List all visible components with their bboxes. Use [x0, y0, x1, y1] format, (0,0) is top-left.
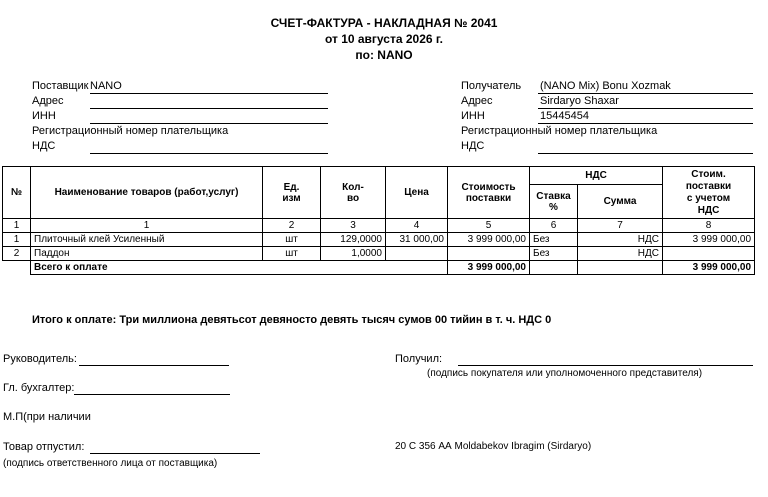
col-number: 4	[386, 219, 448, 233]
released-signature-line	[90, 453, 260, 454]
accountant-signature-line	[74, 394, 230, 395]
col-number: 7	[578, 219, 663, 233]
invoice-title: СЧЕТ-ФАКТУРА - НАКЛАДНАЯ № 2041	[270, 16, 498, 30]
stamp-label: М.П(при наличии	[3, 411, 91, 423]
col-number: 1	[3, 219, 31, 233]
row-total: 3 999 000,00	[663, 233, 755, 247]
row-price: 31 000,00	[386, 233, 448, 247]
accountant-label: Гл. бухгалтер:	[3, 382, 75, 394]
supplier-nds-label: НДС	[32, 140, 56, 152]
table-row	[3, 233, 755, 247]
row-nds-sum: НДС	[578, 247, 663, 261]
column-number-row	[3, 219, 755, 233]
vehicle-info: 20 С 356 АА Moldabekov Ibragim (Sirdaryo)	[395, 441, 592, 452]
row-qty: 129,0000	[321, 233, 386, 247]
supplier-label: Поставщик	[32, 80, 89, 92]
row-num: 1	[3, 233, 31, 247]
total-row-empty	[530, 261, 578, 275]
col-number: 2	[263, 219, 321, 233]
received-label: Получил:	[395, 353, 443, 365]
supplier-nds-line	[90, 153, 328, 154]
total-in-words: Итого к оплате: Три миллиона девятьсот девяносто девять тысяч сумов 00 тийин в т. ч. НДС 0	[32, 314, 552, 326]
col-header-nds-sum: Сумма	[578, 185, 663, 219]
row-cost	[448, 247, 530, 261]
recipient-address-line	[538, 108, 753, 109]
col-number: 3	[321, 219, 386, 233]
recipient-inn-label: ИНН	[461, 110, 485, 122]
recipient-address-label: Адрес	[461, 95, 493, 107]
released-note: (подпись ответственного лица от поставщика)	[3, 458, 218, 469]
recipient-nds-line	[538, 153, 753, 154]
col-number: 5	[448, 219, 530, 233]
row-num: 2	[3, 247, 31, 261]
supplier-reg-label: Регистрационный номер плательщика	[32, 125, 229, 137]
table-row	[3, 247, 755, 261]
row-nds-sum: НДС	[578, 233, 663, 247]
director-signature-line	[79, 365, 229, 366]
col-header-qty: Кол- во	[321, 167, 386, 219]
col-header-price: Цена	[386, 167, 448, 219]
recipient-label: Получатель	[461, 80, 522, 92]
col-header-unit: Ед. изм	[263, 167, 321, 219]
col-header-name: Наименование товаров (работ,услуг)	[31, 167, 263, 219]
row-price	[386, 247, 448, 261]
col-header-num: №	[3, 167, 31, 219]
released-label: Товар отпустил:	[3, 441, 85, 453]
recipient-inn-line	[538, 123, 753, 124]
row-nds-rate: Без	[530, 233, 578, 247]
supplier-address-label: Адрес	[32, 95, 64, 107]
received-signature-line	[458, 365, 753, 366]
recipient-nds-label: НДС	[461, 140, 485, 152]
total-row-spacer	[3, 261, 31, 275]
row-cost: 3 999 000,00	[448, 233, 530, 247]
supplier-value: NANO	[90, 80, 122, 92]
total-row-label: Всего к оплате	[31, 261, 448, 275]
recipient-address-value: Sirdaryo Shaxar	[540, 95, 619, 107]
director-label: Руководитель:	[3, 353, 77, 365]
invoice-date: от 10 августа 2026 г.	[324, 32, 444, 46]
invoice-table	[2, 166, 755, 275]
col-header-total: Стоим. поставки с учетом НДС	[663, 167, 755, 219]
total-row-total: 3 999 000,00	[663, 261, 755, 275]
recipient-value: (NANO Mix) Bonu Xozmak	[540, 80, 671, 92]
row-qty: 1,0000	[321, 247, 386, 261]
row-nds-rate: Без	[530, 247, 578, 261]
col-number: 8	[663, 219, 755, 233]
supplier-address-line	[90, 108, 328, 109]
total-row-cost: 3 999 000,00	[448, 261, 530, 275]
invoice-contract: по: NANO	[355, 48, 413, 62]
row-name: Паддон	[31, 247, 263, 261]
col-number: 1	[31, 219, 263, 233]
row-name: Плиточный клей Усиленный	[31, 233, 263, 247]
total-row	[3, 261, 755, 275]
row-unit: шт	[263, 233, 321, 247]
row-total	[663, 247, 755, 261]
recipient-inn-value: 15445454	[540, 110, 589, 122]
col-header-cost: Стоимость поставки	[448, 167, 530, 219]
col-header-nds-group: НДС	[530, 167, 663, 185]
recipient-line	[538, 93, 753, 94]
supplier-line	[90, 93, 328, 94]
supplier-inn-label: ИНН	[32, 110, 56, 122]
col-header-nds-rate: Ставка %	[530, 185, 578, 219]
recipient-reg-label: Регистрационный номер плательщика	[461, 125, 658, 137]
col-number: 6	[530, 219, 578, 233]
row-unit: шт	[263, 247, 321, 261]
received-note: (подпись покупателя или уполномоченного представителя)	[427, 368, 703, 379]
total-row-empty	[578, 261, 663, 275]
supplier-inn-line	[90, 123, 328, 124]
